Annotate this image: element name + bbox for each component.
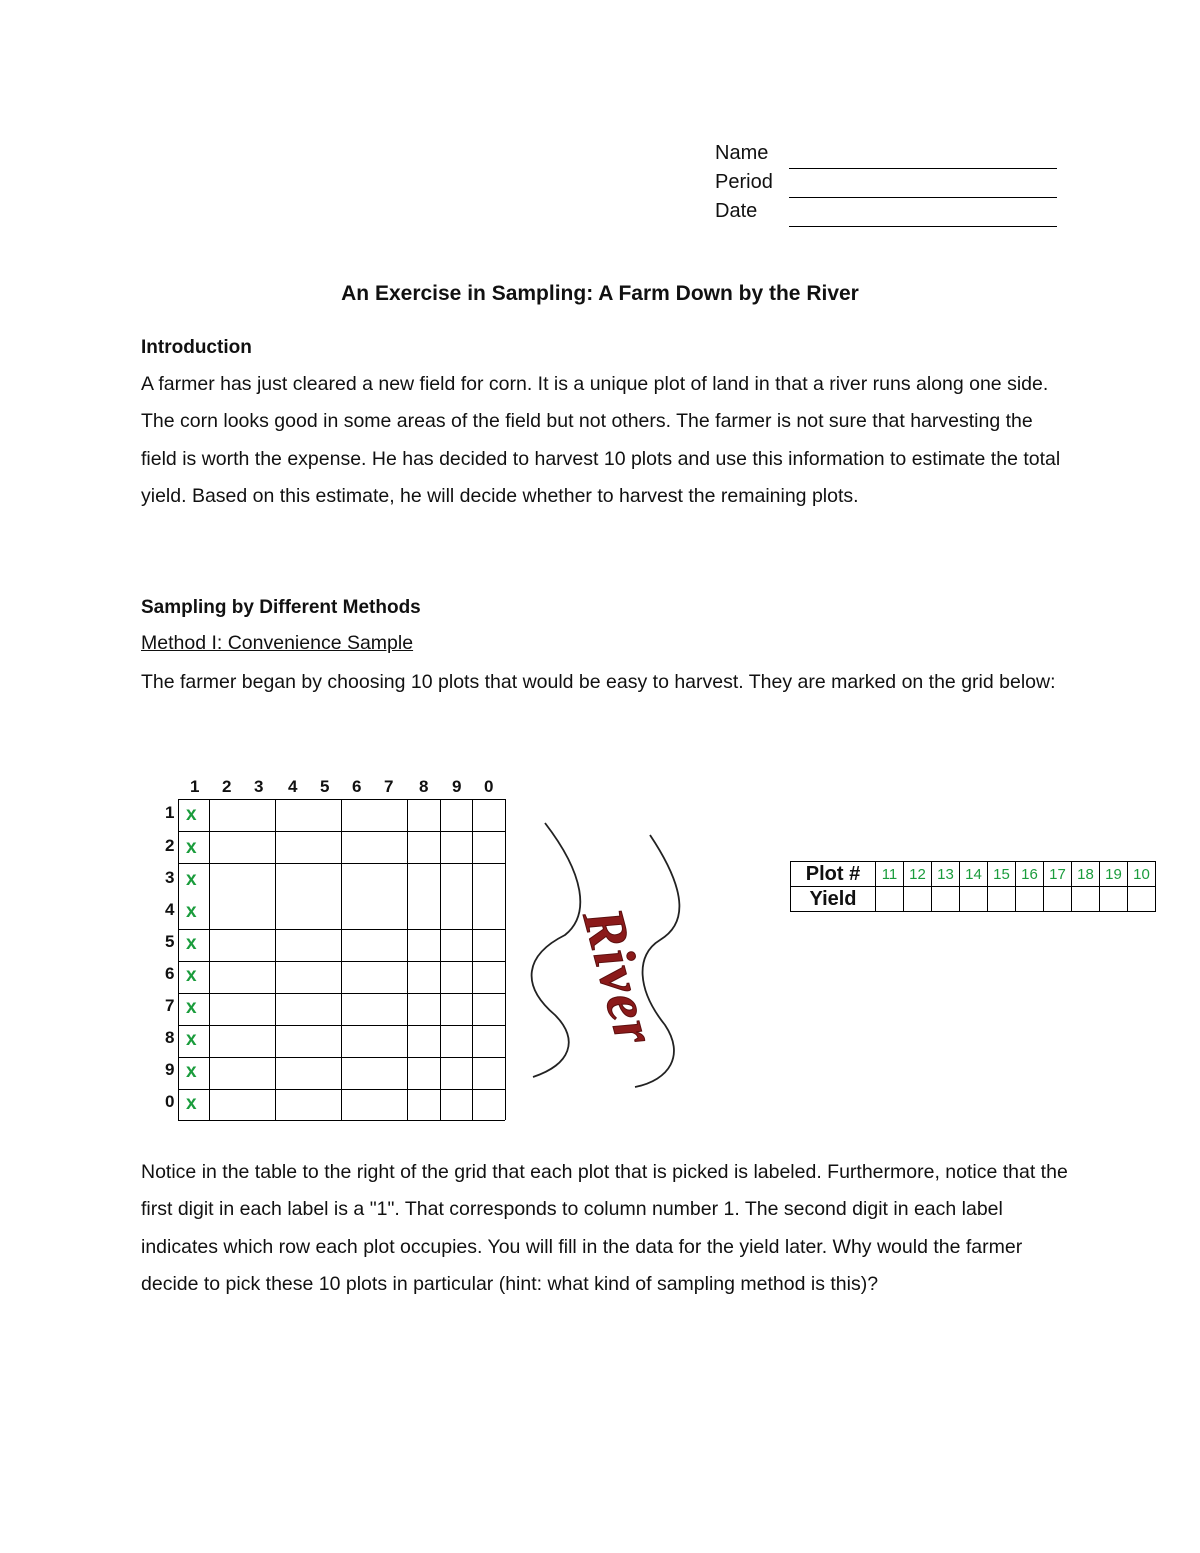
plot-number: 18 [1072, 862, 1100, 887]
plot-number: 14 [960, 862, 988, 887]
column-label: 3 [254, 777, 264, 796]
grid-column-line [440, 799, 441, 1120]
period-label: Period [715, 171, 773, 193]
column-label: 6 [352, 777, 362, 796]
yield-cell[interactable] [904, 887, 932, 912]
grid-column-line [472, 799, 473, 1120]
row-label: 4 [165, 900, 175, 919]
column-label: 5 [320, 777, 330, 796]
row-label: 9 [165, 1060, 175, 1079]
grid-row-line [178, 1120, 505, 1121]
sampling-intro-text: The farmer began by choosing 10 plots that would be easy to harvest. They are marked on the grid below: [141, 671, 1056, 693]
yield-cell[interactable] [932, 887, 960, 912]
method-title: Method I: Convenience Sample [141, 632, 414, 654]
plot-label: Plot # [791, 862, 876, 887]
plot-number: 15 [988, 862, 1016, 887]
plot-number: 19 [1100, 862, 1128, 887]
sample-mark: x [186, 837, 197, 858]
page-title: An Exercise in Sampling: A Farm Down by the River [341, 282, 859, 305]
row-label: 5 [165, 932, 175, 951]
plot-number: 17 [1044, 862, 1072, 887]
sample-mark: x [186, 1029, 197, 1050]
yield-cell[interactable] [1072, 887, 1100, 912]
sample-mark: x [186, 965, 197, 986]
plot-number: 11 [876, 862, 904, 887]
column-label: 1 [190, 777, 200, 796]
introduction-text: A farmer has just cleared a new field for corn. It is a unique plot of land in that a river runs along one side. The corn looks good in some areas of the field but not others. The farmer is not sure that harvesting the field is worth the expense. He has decided to harvest 10 plots and use this information to estimate the total yield. Based on this estimate, he will decide whether to harvest the remaining plots. [141, 373, 1061, 507]
name-field[interactable] [789, 168, 1057, 169]
row-label: 3 [165, 868, 175, 887]
column-label: 2 [222, 777, 232, 796]
column-label: 9 [452, 777, 462, 796]
grid-column-line [505, 799, 506, 1120]
date-field[interactable] [789, 226, 1057, 227]
column-label: 4 [288, 777, 298, 796]
introduction-heading: Introduction [141, 337, 252, 358]
plot-number: 13 [932, 862, 960, 887]
sampling-after-text: Notice in the table to the right of the grid that each plot that is picked is labeled. Furthermore, notice that the first digit in each label is a "1". That corresponds to column number 1. The second digit in each label indicates which row each plot occupies. You will fill in the data for the yield later. Why would the farmer decide to pick these 10 plots in particular (hint: what kind of sampling method is this)? [141, 1161, 1068, 1295]
yield-row [791, 887, 1156, 912]
yield-cell[interactable] [960, 887, 988, 912]
sample-mark: x [186, 1093, 197, 1114]
row-label: 8 [165, 1028, 175, 1047]
plot-number: 16 [1016, 862, 1044, 887]
row-label: 6 [165, 964, 175, 983]
plot-number: 12 [904, 862, 932, 887]
row-label: 0 [165, 1092, 175, 1111]
yield-label: Yield [791, 887, 876, 912]
sample-mark: x [186, 869, 197, 890]
row-label: 1 [165, 803, 175, 822]
plot-row [791, 862, 1156, 887]
yield-cell[interactable] [1044, 887, 1072, 912]
plot-number: 10 [1128, 862, 1156, 887]
yield-cell[interactable] [1100, 887, 1128, 912]
period-field[interactable] [789, 197, 1057, 198]
sampling-heading: Sampling by Different Methods [141, 597, 421, 618]
river-label: River [570, 901, 670, 1053]
grid-column-line [275, 799, 276, 1120]
column-label: 0 [484, 777, 494, 796]
yield-cell[interactable] [1016, 887, 1044, 912]
column-label: 8 [419, 777, 429, 796]
yield-cell[interactable] [876, 887, 904, 912]
grid-column-line [209, 799, 210, 1120]
grid-column-line [407, 799, 408, 1120]
river-illustration [525, 815, 695, 1095]
grid-column-line [341, 799, 342, 1120]
row-label: 2 [165, 836, 175, 855]
date-label: Date [715, 200, 758, 222]
grid-column-line [178, 799, 179, 1120]
row-label: 7 [165, 996, 175, 1015]
sample-mark: x [186, 901, 197, 922]
sample-mark: x [186, 997, 197, 1018]
yield-cell[interactable] [988, 887, 1016, 912]
name-label: Name [715, 142, 769, 164]
sample-mark: x [186, 933, 197, 954]
column-label: 7 [384, 777, 394, 796]
sample-mark: x [186, 1061, 197, 1082]
river-bank-left [532, 823, 581, 1077]
yield-cell[interactable] [1128, 887, 1156, 912]
sample-mark: x [186, 804, 197, 825]
plot-table [790, 861, 1156, 912]
